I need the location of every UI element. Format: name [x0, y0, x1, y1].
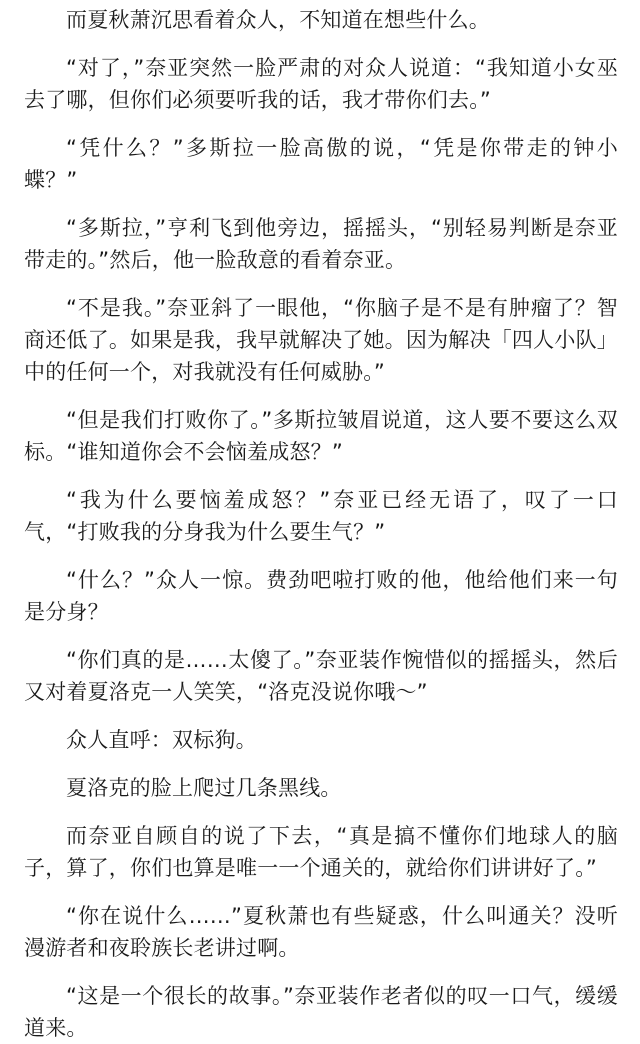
paragraph: “但是我们打败你了。”多斯拉皱眉说道，这人要不要这么双标。“谁知道你会不会恼羞成怒？” — [24, 408, 618, 464]
paragraph: “多斯拉，”亨利飞到他旁边，摇摇头，“别轻易判断是奈亚带走的。”然后，他一脸敌意的看着奈亚。 — [24, 216, 618, 272]
paragraph: “什么？”众人一惊。费劲吧啦打败的他，他给他们来一句是分身？ — [24, 568, 618, 624]
paragraph: “你在说什么……”夏秋萧也有些疑惑，什么叫通关？没听漫游者和夜聆族长老讲过啊。 — [24, 904, 618, 960]
paragraph: 而奈亚自顾自的说了下去，“真是搞不懂你们地球人的脑子，算了，你们也算是唯一一个通关的，就给你们讲讲好了。” — [24, 824, 618, 880]
paragraph: “对了，”奈亚突然一脸严肃的对众人说道：“我知道小女巫去了哪，但你们必须要听我的话，我才带你们去。” — [24, 56, 618, 112]
paragraph: “我为什么要恼羞成怒？”奈亚已经无语了，叹了一口气，“打败我的分身我为什么要生气？” — [24, 488, 618, 544]
paragraph: 众人直呼：双标狗。 — [66, 728, 257, 752]
paragraph: “不是我。”奈亚斜了一眼他，“你脑子是不是有肿瘤了？智商还低了。如果是我，我早就解决了她。因为解决「四人小队」中的任何一个，对我就没有任何威胁。” — [24, 296, 618, 384]
paragraph: 夏洛克的脸上爬过几条黑线。 — [66, 776, 342, 800]
paragraph: “你们真的是……太傻了。”奈亚装作惋惜似的摇摇头，然后又对着夏洛克一人笑笑，“洛克没说你哦～” — [24, 648, 618, 704]
paragraph: “这是一个很长的故事。”奈亚装作老者似的叹一口气，缓缓道来。 — [24, 984, 618, 1040]
paragraph: “凭什么？”多斯拉一脸高傲的说，“凭是你带走的钟小蝶？” — [24, 136, 618, 192]
paragraph: 而夏秋萧沉思看着众人，不知道在想些什么。 — [66, 8, 490, 32]
